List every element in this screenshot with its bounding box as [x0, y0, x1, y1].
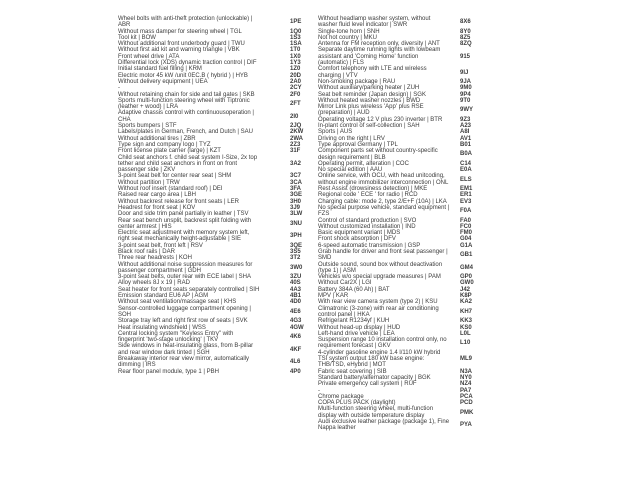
option-code: PCA: [460, 393, 473, 400]
option-code: G04: [460, 236, 472, 243]
option-description: Sports | AUS: [318, 129, 353, 136]
option-code: GP0: [460, 274, 473, 281]
option-description: 6-speed automatic transmission | GSP: [318, 242, 421, 249]
option-code: 1S3: [290, 34, 301, 41]
option-code: EV3: [460, 198, 472, 205]
options-column-left: [118, 16, 318, 375]
option-code: 3CA: [290, 179, 303, 186]
option-code: KH7: [460, 308, 473, 315]
option-description: Child seat anchors f. child seat system I-Size, 2x top tether and child seat anchors in front on front passenger side | ZKV: [118, 154, 258, 174]
option-description: Component parts set without country-specific design requirement | BLB: [318, 148, 438, 161]
option-entry: [118, 98, 318, 111]
option-code: G1A: [460, 242, 473, 249]
option-entry: [318, 306, 484, 319]
option-description: Door and side trim panel partially in leather | TSV: [118, 211, 249, 218]
option-code: 9Z3: [460, 116, 471, 123]
option-code: 8X6: [460, 19, 471, 26]
option-code: FA0: [460, 217, 472, 224]
option-description: Without mass damper for steering wheel | TGL: [118, 28, 242, 35]
option-description: MPV | KAR: [318, 293, 349, 300]
option-code: 3FA: [290, 186, 302, 193]
option-description: Front license plate carrier (large) | KZT: [118, 148, 221, 155]
option-code: 1SA: [290, 41, 302, 48]
option-code: 4GW: [290, 324, 304, 331]
option-entry: [118, 331, 318, 344]
option-description: Grab handle for driver and front seat passenger | SMD: [318, 248, 448, 262]
option-code: 2JQ: [290, 123, 302, 130]
option-description: Heat insulating windshield | WSS: [118, 324, 206, 331]
option-description: Without additional noise suppression measures for passenger compartment | GDH: [118, 261, 253, 274]
option-description: Wheel bolts with anti-theft protection (unlockable) | ABR: [118, 16, 253, 29]
option-description: Left-hand drive vehicle | LEA: [318, 330, 395, 337]
option-code: GW0: [460, 280, 474, 287]
options-column-right: [318, 16, 484, 432]
option-description: Rest Assist (drowsiness detection) | MKE: [318, 186, 428, 193]
option-description: Single-tone horn | SNH: [318, 28, 380, 35]
option-entry: [118, 262, 318, 275]
option-code: 4L6: [290, 359, 301, 366]
option-description: Without partition | TRW: [118, 179, 180, 186]
option-entry: [118, 110, 318, 123]
option-code: 2KW: [290, 129, 304, 136]
option-code: 4B1: [290, 293, 302, 300]
option-code: 2F0: [290, 91, 301, 98]
option-code: L0L: [460, 330, 471, 337]
option-code: 3GE: [290, 192, 303, 199]
option-code: 3J9: [290, 204, 301, 211]
option-code: 4D0: [290, 299, 302, 306]
option-description: Adaptive chassis control with continuousoperation | CHA: [118, 110, 254, 123]
option-code: ER1: [460, 192, 472, 199]
option-entry: [118, 306, 318, 319]
option-description: Basic equipment variant | MDS: [318, 230, 401, 237]
option-entry: [118, 356, 318, 369]
option-entry: [118, 230, 318, 243]
option-description: Without delivery equipment | UEA: [118, 78, 208, 85]
option-description: Without seat ventilation/massage seat | KHS: [118, 299, 237, 306]
option-description: Labels/plates in German, French, and Dutch | SAU: [118, 129, 253, 136]
option-description: Private emergency call system | RUF: [318, 381, 417, 388]
option-code: ML9: [460, 356, 472, 363]
option-description: Mirror Link plus wireless 'App' plus RSE (preparation) | AUD: [318, 104, 424, 117]
option-description: -: [118, 85, 120, 92]
option-code: 2Z3: [290, 141, 301, 148]
option-description: Operating voltage 12 V plus 230 inverter | BTR: [318, 116, 443, 123]
option-code: 31F: [290, 148, 301, 155]
option-description: Online service, with OCU, with head unitcoding, without engine immobilizer interconnection | ONL: [318, 173, 449, 186]
option-entry: [118, 218, 318, 231]
option-description: Sensor-controlled luggage compartment opening | SOH: [118, 305, 251, 318]
option-entry: [318, 66, 484, 79]
option-code: A8I: [460, 129, 470, 136]
option-entry: [318, 205, 484, 218]
option-code: 4KF: [290, 346, 302, 353]
option-code: 9WY: [460, 107, 474, 114]
option-code: 915: [460, 53, 471, 60]
option-description: With rear view camera system (type 2) | KSU: [318, 299, 438, 306]
option-description: Raised rear cargo area | LBH: [118, 192, 196, 199]
option-code: 4E6: [290, 308, 301, 315]
option-code: F0A: [460, 208, 472, 215]
option-description: Without first aid kit and warning triangle | VBK: [118, 47, 240, 54]
option-code: GM4: [460, 264, 474, 271]
option-code: 3C7: [290, 173, 302, 180]
option-code: PA7: [460, 387, 472, 394]
option-description: Charging cable: mode 2, type 2/E+F (10A) | LKA: [318, 198, 447, 205]
option-description: Battery 384A (60 Ah) | BAT: [318, 286, 390, 293]
option-entry: [118, 369, 318, 375]
option-description: Type approval Germany | TPL: [318, 141, 398, 148]
option-description: Not hot country | MKU: [318, 34, 377, 41]
option-description: Alloy wheels 8J x 19 | RAD: [118, 280, 190, 287]
option-code: E0A: [460, 167, 472, 174]
option-description: No special edition | AAU: [318, 167, 383, 174]
option-code: J42: [460, 286, 471, 293]
option-code: NZ4: [460, 381, 472, 388]
option-code: 8ZQ: [460, 41, 472, 48]
option-code: KA2: [460, 299, 473, 306]
option-description: -: [318, 387, 320, 394]
option-code: 3ZU: [290, 274, 302, 281]
option-description: Without heated washer nozzles | BWD: [318, 97, 421, 104]
option-description: Tool kit | BOW: [118, 34, 156, 41]
option-code: 3S5: [290, 248, 301, 255]
option-code: 3PH: [290, 233, 302, 240]
option-entry: [318, 406, 484, 419]
option-code: 9P4: [460, 91, 471, 98]
option-code: 2A0: [290, 78, 302, 85]
option-code: 3NU: [290, 220, 303, 227]
option-description: 3-point seat belt, front left | RSV: [118, 242, 203, 249]
option-code: PYA: [460, 422, 472, 429]
option-description: Electric motor 45 kW /unit 0EC.B ( hybrid ) | HYB: [118, 72, 248, 79]
option-description: Type sign and company logo | TYZ: [118, 141, 211, 148]
option-description: Storage tray left and right first row of seats | SVK: [118, 318, 248, 325]
option-code: AV1: [460, 135, 472, 142]
option-entry: [318, 419, 484, 432]
option-description: Initial standard fuel filling | KRM: [118, 66, 202, 73]
option-entry: [118, 155, 318, 174]
option-description: Operating permit, alteration | COC: [318, 160, 409, 167]
option-code: 40S: [290, 280, 301, 287]
option-code: 8Y0: [460, 28, 471, 35]
option-code: L10: [460, 340, 471, 347]
option-code: 20D: [290, 72, 302, 79]
option-description: Sports multi-function steering wheel with Tiptronic (leather + wood) | LRA: [118, 97, 250, 111]
option-description: Control of standard production | SVO: [318, 217, 417, 224]
option-code: B01: [460, 141, 472, 148]
option-description: COPA PLUS PACK (daylight): [318, 400, 396, 407]
option-code: K8P: [460, 293, 472, 300]
option-code: 4K6: [290, 333, 302, 340]
option-description: Headrest for front seat | KOV: [118, 204, 196, 211]
option-code: 9M0: [460, 85, 472, 92]
option-code: B0A: [460, 151, 473, 158]
option-code: 3LW: [290, 211, 303, 218]
option-description: 3-point seat belt for center rear seat | SHM: [118, 173, 232, 180]
option-description: Suspension range 10 installation control only, no requirement forecast | GKV: [318, 337, 447, 350]
option-code: 2CY: [290, 85, 302, 92]
option-description: Regional code ' ECE ' for radio | RCD: [318, 192, 418, 199]
option-description: Without headlamp washer system, without washer fluid level indicator | SWR: [318, 16, 431, 29]
option-code: 2I0: [290, 113, 299, 120]
option-code: 3T2: [290, 255, 301, 262]
option-code: 4A3: [290, 286, 302, 293]
option-entry: [318, 262, 484, 275]
option-entry: [318, 350, 484, 369]
option-code: PMK: [460, 409, 474, 416]
option-code: 4P0: [290, 368, 301, 375]
option-code: 1T0: [290, 47, 301, 54]
option-description: Three rear headrests | KOH: [118, 255, 192, 262]
option-description: Audi exclusive leather package (package 1), Fine Nappa leather: [318, 419, 450, 432]
option-code: 9T0: [460, 97, 471, 104]
option-description: Seat heater for front seats separately controlled | SIH: [118, 286, 260, 293]
option-description: Without auxiliary/parking heater | ZUH: [318, 85, 420, 92]
option-code: FC0: [460, 223, 472, 230]
option-description: Without retaining chain for side and tail gates | SKB: [118, 91, 255, 98]
option-code: 2FT: [290, 101, 301, 107]
option-code: 3H0: [290, 198, 302, 205]
option-description: Sports bumpers | STF: [118, 123, 177, 130]
option-code: 9IJ: [460, 69, 469, 76]
option-entry: [318, 249, 484, 262]
option-code: EM1: [460, 186, 473, 193]
option-code: N3A: [460, 368, 473, 375]
option-description: Multi-function steering wheel, multi-function display with outside temperature display: [318, 406, 434, 419]
option-code: 8Z5: [460, 34, 471, 41]
option-description: Without additional front underbody guard | TWU: [118, 41, 245, 48]
option-description: Central locking system "Keyless Entry" with fingerprint 'two-stage unlocking' | TKV: [118, 330, 234, 344]
option-description: Non-smoking package | RAU: [318, 78, 396, 85]
option-entry: [118, 16, 318, 29]
option-code: 1X0: [290, 53, 301, 60]
option-code: 9JA: [460, 78, 472, 85]
option-entry: [318, 104, 484, 117]
option-code: PCD: [460, 400, 473, 407]
option-description: Emission standard EU6 AP | AGM: [118, 293, 209, 300]
option-description: Breakaway interior rear view mirror, automatically dimming | IRS: [118, 356, 250, 369]
option-description: Differential lock (XDS) dynamic traction control | DIF: [118, 60, 257, 67]
option-description: In-plant control of self-collection | SAH: [318, 123, 420, 130]
option-description: Rear seat bench unsplit, backrest split folding with center armrest | HIS: [118, 217, 252, 230]
option-description: Outside sound, sound box without deactivation (type 1) | ASM: [318, 261, 443, 274]
option-description: Standard battery/alternator capacity | BGK: [318, 374, 431, 381]
options-list: [118, 16, 484, 432]
option-description: Rear floor panel module, type 1 | PBH: [118, 368, 219, 375]
option-description: 4-cylinder gasoline engine 1.4 l/110 kW hybrid TSI system output 180 kW base engine: THB/TSD, eHybrid | MOT: [318, 349, 441, 369]
option-description: Electric seat adjustment with memory system left, right seat mechanically height-adjustable | SIE: [118, 230, 250, 243]
option-description: No special purpose vehicle, standard equipment | FZS: [318, 204, 450, 218]
option-code: 1Q0: [290, 28, 302, 35]
option-description: Climatronic (3-zone) with rear air conditioning control panel | HKA: [318, 305, 439, 318]
option-description: Black roof rails | DAR: [118, 248, 175, 255]
option-description: Front shock absorption | DFV: [318, 236, 396, 243]
option-description: Fabric seat covering | SIB: [318, 368, 387, 375]
option-description: Comfort telephony with LTE and wireless charging | VTV: [318, 66, 427, 79]
option-code: FM0: [460, 230, 472, 237]
option-code: NY0: [460, 374, 472, 381]
option-description: Antenna for FM reception only, diversity | ANT: [318, 41, 440, 48]
option-description: Refrigerant R1234yf | KUH: [318, 318, 390, 325]
option-code: 3W0: [290, 264, 303, 271]
option-code: 1Y3: [290, 60, 301, 67]
option-code: C14: [460, 160, 472, 167]
option-description: Without head-up display | HUD: [318, 324, 401, 331]
option-description: Seat belt reminder (Japan design) | SGK: [318, 91, 426, 98]
option-description: Side windows in heat-insulating glass, from B-pillar and rear window dark tinted | SGH: [118, 343, 254, 356]
option-entry: [318, 47, 484, 66]
option-entry: [318, 16, 484, 29]
option-description: Without customized installation | IND: [318, 223, 416, 230]
option-code: 2WA: [290, 135, 304, 142]
option-code: KK3: [460, 318, 473, 325]
option-description: Separate daytime running lights with lowbeam assistant and 'Coming Home' function (automatic) | FLS: [318, 47, 441, 67]
option-code: A23: [460, 123, 472, 130]
option-code: 3QE: [290, 242, 303, 249]
option-entry: [118, 343, 318, 356]
option-description: Without additional tires | ZBR: [118, 135, 196, 142]
option-code: 3A2: [290, 160, 302, 167]
option-code: 4G3: [290, 318, 302, 325]
option-description: Front wheel drive | ATA: [118, 53, 180, 60]
option-description: 3-point seat belts, outer rear with ECE label | SHA: [118, 274, 251, 281]
option-code: 1PE: [290, 19, 302, 26]
option-description: Without Car2X | LGI: [318, 280, 372, 287]
option-entry: [318, 148, 484, 161]
option-code: GB1: [460, 252, 473, 259]
option-description: Without roof insert (standard roof) | DEI: [118, 186, 223, 193]
option-entry: [318, 173, 484, 186]
option-code: 1Z0: [290, 66, 301, 73]
option-description: Driving on the right | LRV: [318, 135, 385, 142]
option-code: KS0: [460, 324, 472, 331]
option-description: Vehicles w/o special upgrade measures | PAM: [318, 274, 441, 281]
option-description: Chrome package: [318, 393, 364, 400]
option-description: Without backrest release for front seats | LER: [118, 198, 239, 205]
option-entry: [318, 337, 484, 350]
option-code: ELS: [460, 176, 472, 183]
